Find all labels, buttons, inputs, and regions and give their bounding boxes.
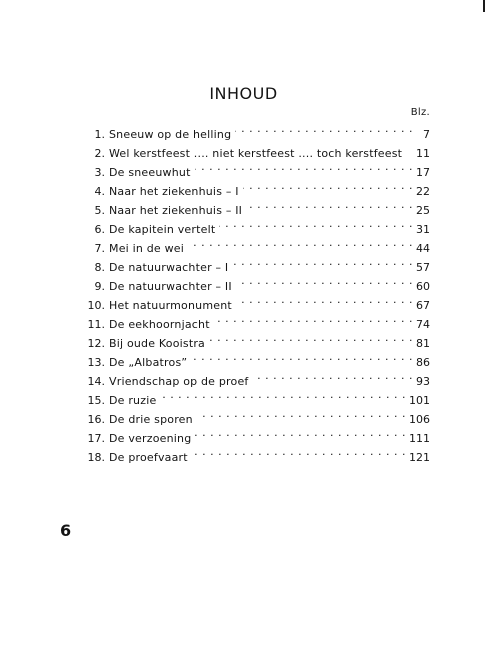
toc-entry-page: 25 — [416, 204, 430, 217]
toc-entry-page: 93 — [416, 375, 430, 388]
toc-entry-number: 17. — [87, 432, 105, 445]
toc-entry-title: De natuurwachter – II — [109, 280, 232, 293]
toc-entry-page: 57 — [416, 261, 430, 274]
toc-entry-title: De proefvaart — [109, 451, 188, 464]
toc-entry-title: Het natuurmonument — [109, 299, 232, 312]
toc-entry-title: Wel kerstfeest .... niet kerstfeest .... toch kerstfeest — [109, 147, 403, 160]
dot-leader — [160, 385, 406, 404]
toc-entry-number: 5. — [94, 204, 105, 217]
toc-entry-number: 14. — [87, 375, 105, 388]
toc-entry-title: Naar het ziekenhuis – I — [109, 185, 239, 198]
toc-entry-title: De „Albatros” — [109, 356, 188, 369]
dot-leader — [236, 271, 413, 290]
toc-entry-page: 101 — [409, 394, 430, 407]
toc-entry-page: 11 — [416, 147, 430, 160]
toc-entry-page: 67 — [416, 299, 430, 312]
toc-entry-number: 8. — [94, 261, 105, 274]
toc-entry-title: Mei in de wei — [109, 242, 185, 255]
toc-entry-title: De natuurwachter – I — [109, 261, 229, 274]
toc-entry-page: 44 — [416, 242, 430, 255]
dot-leader — [195, 423, 406, 442]
dot-leader — [197, 404, 406, 423]
toc-entry-number: 1. — [94, 128, 105, 141]
dot-leader — [195, 157, 413, 176]
toc-entry-page: 17 — [416, 166, 430, 179]
toc-entry-title: Naar het ziekenhuis – II — [109, 204, 243, 217]
toc-entry-page: 111 — [409, 432, 430, 445]
dot-leader — [252, 366, 413, 385]
dot-leader — [209, 328, 413, 347]
dot-leader — [219, 214, 413, 233]
toc-entry-number: 7. — [94, 242, 105, 255]
toc-entry-title: De sneeuwhut — [109, 166, 191, 179]
dot-leader — [232, 252, 413, 271]
toc-entry-title: Sneeuw op de helling — [109, 128, 232, 141]
dot-leader — [191, 347, 413, 366]
toc-entry-page: 106 — [409, 413, 430, 426]
dot-leader — [406, 138, 413, 157]
toc-entry-number: 10. — [87, 299, 105, 312]
toc-entry-page: 60 — [416, 280, 430, 293]
toc-entry-page: 31 — [416, 223, 430, 236]
toc-entry-page: 7 — [423, 128, 430, 141]
toc-entry — [72, 119, 430, 141]
dot-leader — [188, 233, 413, 252]
toc-entry-title: Bij oude Kooistra — [109, 337, 205, 350]
toc-entry-number: 11. — [87, 318, 105, 331]
toc-entry-title: De drie sporen — [109, 413, 193, 426]
dot-leader — [214, 309, 413, 328]
toc-entry-page: 81 — [416, 337, 430, 350]
toc-entry-number: 16. — [87, 413, 105, 426]
toc-entry-number: 15. — [87, 394, 105, 407]
toc-entry-number: 3. — [94, 166, 105, 179]
toc-entry-number: 4. — [94, 185, 105, 198]
dot-leader — [235, 119, 413, 138]
toc-list — [72, 119, 430, 464]
dot-leader — [192, 442, 406, 461]
toc-entry-number: 12. — [87, 337, 105, 350]
toc-entry-number: 13. — [87, 356, 105, 369]
toc-entry-title: De ruzie — [109, 394, 157, 407]
toc-entry-number: 18. — [87, 451, 105, 464]
toc-entry-page: 121 — [409, 451, 430, 464]
toc-entry-title: De eekhoornjacht — [109, 318, 210, 331]
scan-edge-mark — [483, 0, 485, 12]
toc-entry-title: De verzoening — [109, 432, 192, 445]
toc-entry-page: 74 — [416, 318, 430, 331]
toc-entry-page: 22 — [416, 185, 430, 198]
page-number: 6 — [60, 521, 72, 540]
toc-heading: INHOUD — [209, 84, 278, 103]
page-column-header: Blz. — [410, 107, 430, 118]
toc-entry-number: 9. — [94, 280, 105, 293]
toc-entry-page: 86 — [416, 356, 430, 369]
toc-entry-number: 2. — [94, 147, 105, 160]
toc-entry-number: 6. — [94, 223, 105, 236]
toc-entry-title: De kapitein vertelt — [109, 223, 216, 236]
dot-leader — [243, 176, 413, 195]
dot-leader — [246, 195, 413, 214]
toc-entry-title: Vriendschap op de proef — [109, 375, 249, 388]
dot-leader — [236, 290, 413, 309]
